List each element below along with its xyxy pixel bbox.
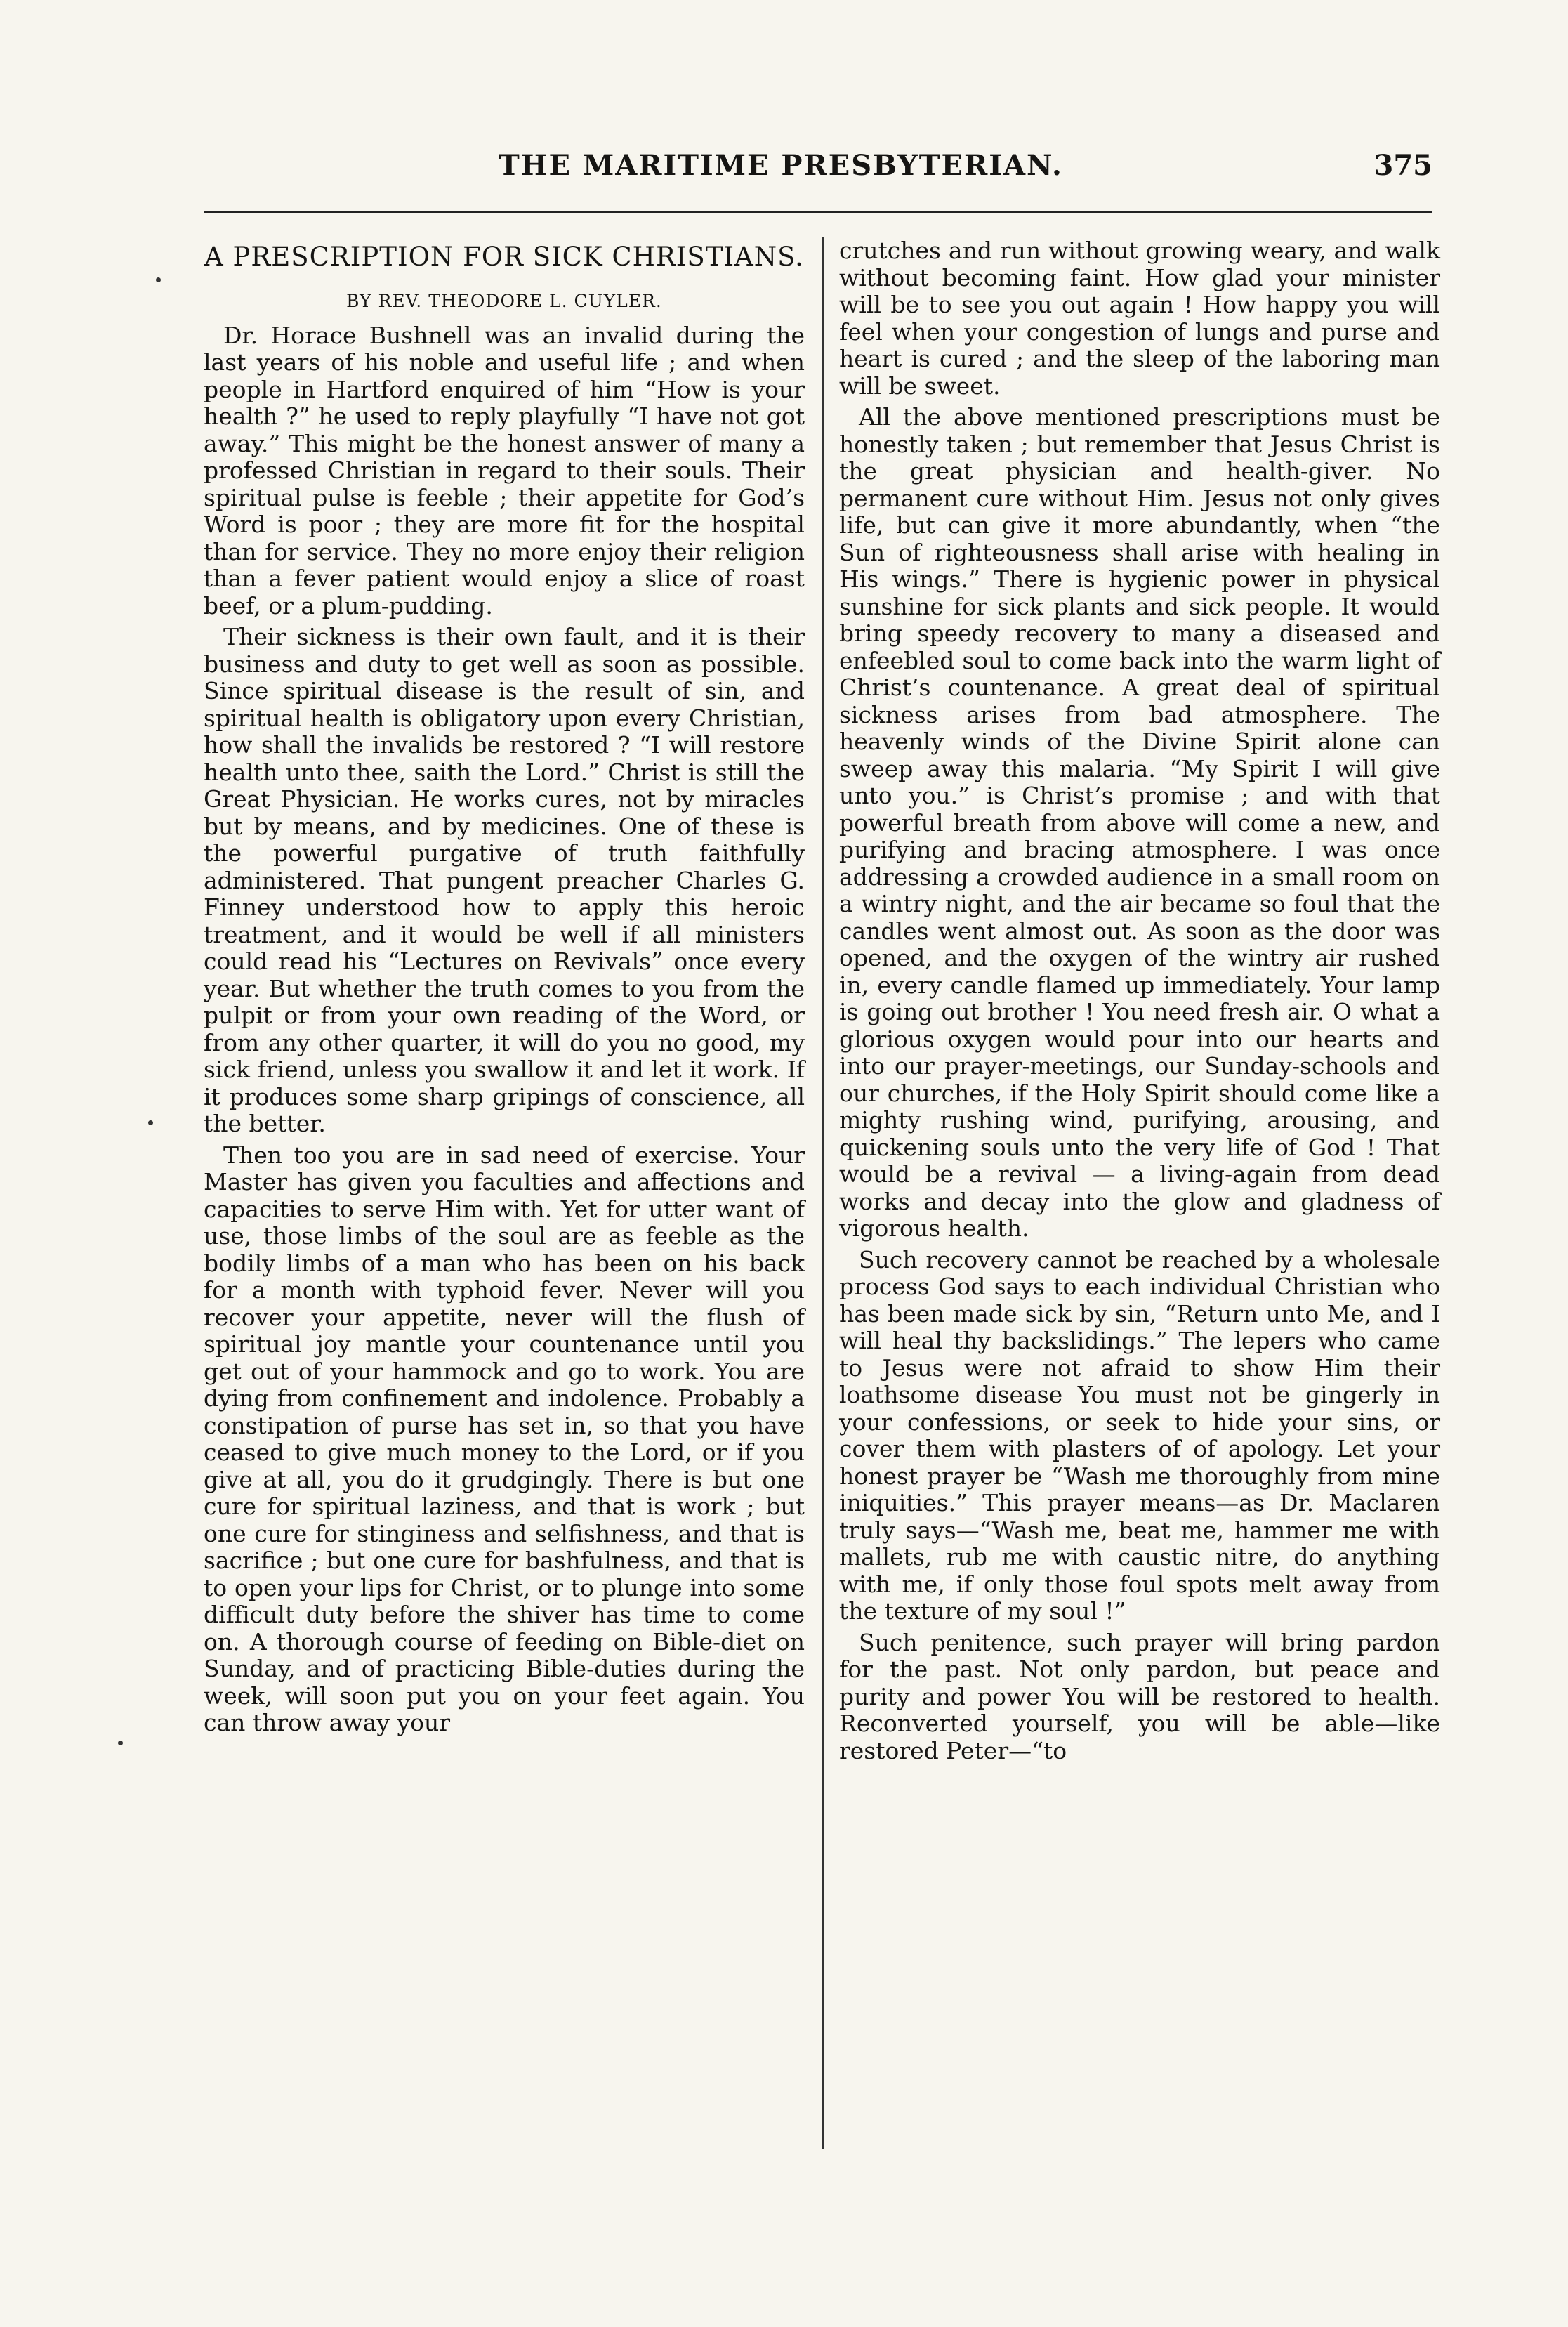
left-column (204, 237, 805, 1737)
paragraph: All the above mentioned prescriptions must be honestly taken ; but remember that Jesus Christ is the great physician and health-giver. No permanent cure without Him. Jesus not only gives life, but can give it more abundantly, when “the Sun of righteousness shall arise with healing in His wings.” There is hygienic power in physical sunshine for sick plants and sick people. It would bring speedy recovery to many a diseased and enfeebled soul to come back into the warm light of Christ’s countenance. A great deal of spiritual sickness arises from bad atmosphere. The heavenly winds of the Divine Spirit alone can sweep away this malaria. “My Spirit I will give unto you.” is Christ’s promise ; and with that powerful breath from above will come a new, and purifying and bracing atmosphere. I was once addressing a crowded audience in a small room on a wintry night, and the air became so foul that the candles went almost out. As soon as the door was opened, and the oxygen of the wintry air rushed in, every candle flamed up immediately. Your lamp is going out brother ! You need fresh air. O what a glorious oxygen would pour into our hearts and into our prayer-meetings, our Sunday-schools and our churches, if the Holy Spirit should come like a mighty rushing wind, purifying, arousing, and quickening souls unto the very life of God ! That would be a revival — a living-again from dead works and decay into the glow and gladness of vigorous health. (839, 403, 1440, 1242)
running-title: THE MARITIME PRESBYTERIAN. (499, 149, 1063, 182)
page-number: 375 (1373, 149, 1432, 182)
paragraph: Such penitence, such prayer will bring pardon for the past. Not only pardon, but peace and purity and power You will be restored to health. Reconverted yourself, you will be able—like restored Peter—“to (839, 1628, 1440, 1764)
header-rule (204, 211, 1432, 213)
paragraph: crutches and run without growing weary, and walk without becoming faint. How glad your minister will be to see you out again ! How happy you will feel when your congestion of lungs and purse and heart is cured ; and the sleep of the laboring man will be sweet. (839, 237, 1440, 400)
paragraph: Then too you are in sad need of exercise. Your Master has given you faculties and affections and capacities to serve Him with. Yet for utter want of use, those limbs of the soul are as feeble as the bodily limbs of a man who has been on his back for a month with typhoid fever. Never will you recover your appetite, never will the flush of spiritual joy mantle your countenance until you get out of your hammock and go to work. You are dying from confinement and indolence. Probably a constipation of purse has set in, so that you have ceased to give much money to the Lord, or if you give at all, you do it grudgingly. There is but one cure for spiritual laziness, and that is work ; but one cure for stinginess and selfishness, and that is sacrifice ; but one cure for bashfulness, and that is to open your lips for Christ, or to plunge into some difficult duty before the shiver has time to come on. A thorough course of feeding on Bible-diet on Sunday, and of practicing Bible-duties during the week, will soon put you on your feet again. You can throw away your (204, 1141, 805, 1736)
margin-dot (148, 1120, 153, 1125)
paragraph: Such recovery cannot be reached by a wholesale process God says to each individual Christian who has been made sick by sin, “Return unto Me, and I will heal thy backslidings.” The lepers who came to Jesus were not afraid to show Him their loathsome disease You must not be gingerly in your confessions, or seek to hide your sins, or cover them with plasters of of apology. Let your honest prayer be “Wash me thoroughly from mine iniquities.” This prayer means—as Dr. Maclaren truly says—“Wash me, beat me, hammer me with mallets, rub me with caustic nitre, do anything with me, if only those foul spots melt away from the texture of my soul !” (839, 1245, 1440, 1625)
column-divider (822, 237, 824, 2149)
margin-dot (156, 277, 161, 282)
article-byline: BY REV. THEODORE L. CUYLER. (346, 291, 662, 311)
paragraph: Dr. Horace Bushnell was an invalid during the last years of his noble and useful life ; and when people in Hartford enquired of him “How is your health ?” he used to reply playfully “I have not got away.” This might be the honest answer of many a professed Christian in regard to their souls. Their spiritual pulse is feeble ; their appetite for God’s Word is poor ; they are more fit for the hospital than for service. They no more enjoy their religion than a fever patient would enjoy a slice of roast beef, or a plum-pudding. (204, 321, 805, 620)
right-column (839, 237, 1440, 1764)
margin-dot (118, 1741, 123, 1745)
paragraph: Their sickness is their own fault, and it is their business and duty to get well as soon as possible. Since spiritual disease is the result of sin, and spiritual health is obligatory upon every Christian, how shall the invalids be restored ? “I will restore health unto thee, saith the Lord.” Christ is still the Great Physician. He works cures, not by miracles but by means, and by medicines. One of these is the powerful purgative of truth faithfully administered. That pungent preacher Charles G. Finney understood how to apply this heroic treatment, and it would be well if all ministers could read his “Lectures on Revivals” once every year. But whether the truth comes to you from the pulpit or from your own reading of the Word, or from any other quarter, it will do you no good, my sick friend, unless you swallow it and let it work. If it produces some sharp gripings of conscience, all the better. (204, 623, 805, 1137)
article-title: A PRESCRIPTION FOR SICK CHRISTIANS. (204, 242, 804, 272)
page-header (204, 149, 1432, 191)
